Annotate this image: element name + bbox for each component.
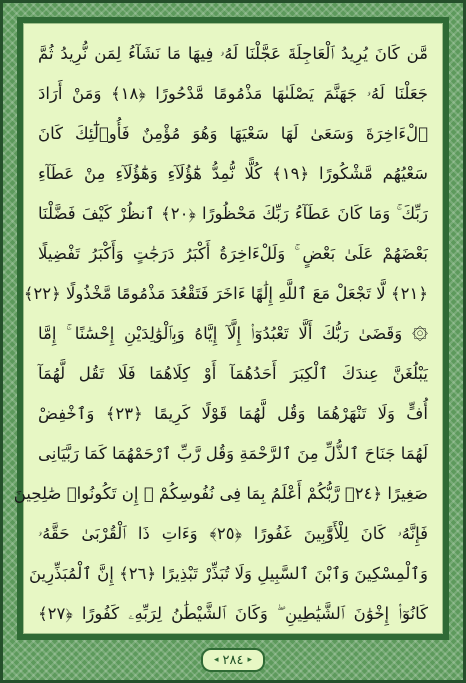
page-number-badge xyxy=(201,648,265,672)
text-line-8: ۞ وَقَضَىٰ رَبُّكَ أَلَّا تَعْبُدُوٓا۟ إِلَّآ إِيَّاهُ وَبِٱلْوَٰلِدَيْنِ إِحْسَٰنًا ۚ إِمَّا xyxy=(38,324,428,343)
page-number: ٢٨٤ xyxy=(222,652,244,668)
text-line-2: جَعَلْنَا لَهُۥ جَهَنَّمَ يَصْلَىٰهَا مَذْمُومًا مَّدْحُورًا ﴿١٨﴾ وَمَنْ أَرَادَ xyxy=(38,84,428,103)
text-line-1: مَّن كَانَ يُرِيدُ ٱلْعَاجِلَةَ عَجَّلْنَا لَهُۥ فِيهَا مَا نَشَآءُ لِمَن نُّرِيدُ ثُمَّ xyxy=(38,44,428,63)
text-line-15: كَانُوٓا۟ إِخْوَٰنَ ٱلشَّيَٰطِينِ ۖ وَكَانَ ٱلشَّيْطَٰنُ لِرَبِّهِۦ كَفُورًا ﴿٢٧﴾ xyxy=(38,604,428,623)
page-footer xyxy=(3,648,463,672)
text-line-14: وَٱلْمِسْكِينَ وَٱبْنَ ٱلسَّبِيلِ وَلَا تُبَذِّرْ تَبْذِيرًا ﴿٢٦﴾ إِنَّ ٱلْمُبَذِّرِينَ xyxy=(28,564,428,583)
text-line-13: فَإِنَّهُۥ كَانَ لِلْأَوَّٰبِينَ غَفُورًا ﴿٢٥﴾ وَءَاتِ ذَا ٱلْقُرْبَىٰ حَقَّهُۥ xyxy=(38,524,428,543)
text-line-3: ٱلْءَاخِرَةَ وَسَعَىٰ لَهَا سَعْيَهَا وَهُوَ مُؤْمِنٌ فَأُو۟لَٰٓئِكَ كَانَ xyxy=(38,124,428,143)
text-line-9: يَبْلُغَنَّ عِندَكَ ٱلْكِبَرَ أَحَدُهُمَآ أَوْ كِلَاهُمَا فَلَا تَقُل لَّهُمَآ xyxy=(38,364,428,383)
text-line-4: سَعْيُهُم مَّشْكُورًا ﴿١٩﴾ كُلًّا نُّمِدُّ هَٰٓؤُلَآءِ وَهَٰٓؤُلَآءِ مِنْ عَطَآءِ xyxy=(38,164,429,183)
ornament-right-icon: ▸ xyxy=(247,655,253,665)
text-line-6: بَعْضَهُمْ عَلَىٰ بَعْضٍ ۚ وَلَلْءَاخِرَةُ أَكْبَرُ دَرَجَٰتٍ وَأَكْبَرُ تَفْضِيلًا xyxy=(38,244,428,263)
text-line-7: ﴿٢١﴾ لَّا تَجْعَلْ مَعَ ٱللَّهِ إِلَٰهًا ءَاخَرَ فَتَقْعُدَ مَذْمُومًا مَّخْذُولًا ﴿٢٢﴾ xyxy=(23,284,428,303)
text-line-11: لَهُمَا جَنَاحَ ٱلذُّلِّ مِنَ ٱلرَّحْمَةِ وَقُل رَّبِّ ٱرْحَمْهُمَا كَمَا رَبَّيَانِى xyxy=(38,444,428,463)
ornament-left-icon: ◂ xyxy=(214,655,219,665)
text-line-12: صَغِيرًا ﴿٢٤﴾ رَّبُّكُمْ أَعْلَمُ بِمَا فِى نُفُوسِكُمْ ۚ إِن تَكُونُوا۟ صَٰلِحِينَ xyxy=(13,484,428,503)
text-line-10: أُفٍّ وَلَا تَنْهَرْهُمَا وَقُل لَّهُمَا قَوْلًا كَرِيمًا ﴿٢٣﴾ وَٱخْفِضْ xyxy=(38,404,428,423)
quran-text-panel xyxy=(13,23,443,634)
text-border xyxy=(13,17,449,640)
text-line-5: رَبِّكَ ۚ وَمَا كَانَ عَطَآءُ رَبِّكَ مَحْظُورًا ﴿٢٠﴾ ٱنظُرْ كَيْفَ فَضَّلْنَا xyxy=(38,204,428,223)
